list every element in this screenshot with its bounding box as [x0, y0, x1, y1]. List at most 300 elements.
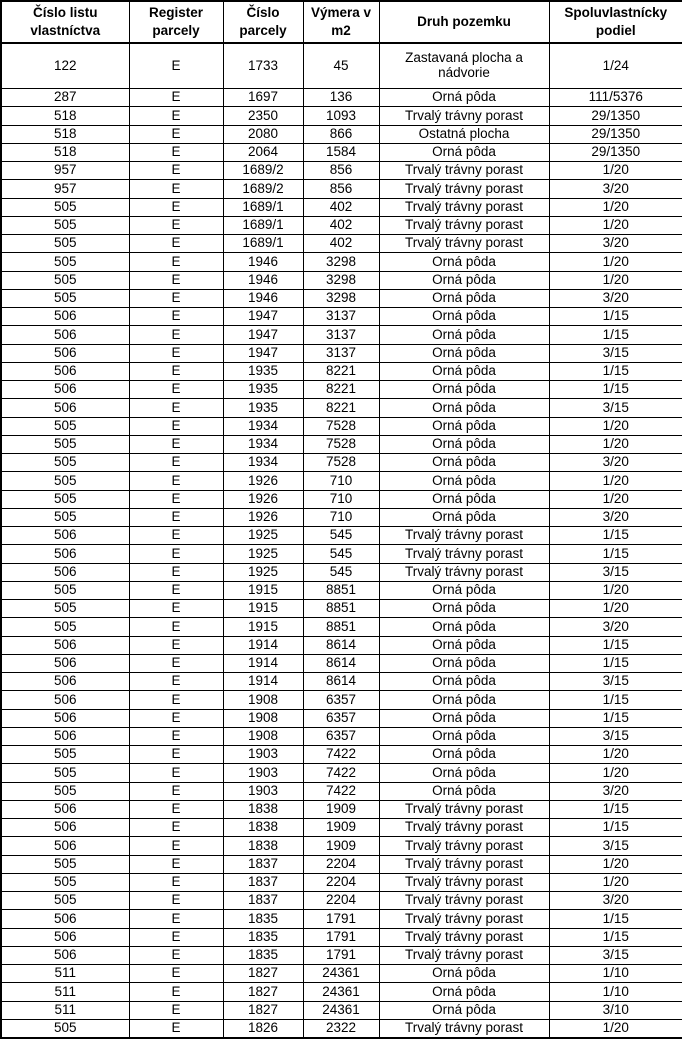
cell-cislo-listu-vlastnictva: 505 [1, 1019, 129, 1038]
cell-cislo-listu-vlastnictva: 506 [1, 928, 129, 946]
cell-cislo-parcely: 1935 [223, 399, 303, 417]
column-header-cislo-listu-vlastnictva: Číslo listu vlastníctva [1, 1, 129, 43]
cell-register-parcely: E [129, 381, 223, 399]
cell-register-parcely: E [129, 727, 223, 745]
table-row [1, 819, 682, 837]
table-row [1, 125, 682, 143]
cell-cislo-parcely: 1925 [223, 563, 303, 581]
cell-spoluvlastnicky-podiel: 29/1350 [549, 107, 682, 125]
table-row [1, 892, 682, 910]
cell-druh-pozemku: Orná pôda [379, 618, 549, 636]
cell-spoluvlastnicky-podiel: 1/15 [549, 709, 682, 727]
cell-cislo-parcely: 1837 [223, 855, 303, 873]
cell-cislo-listu-vlastnictva: 122 [1, 43, 129, 89]
cell-druh-pozemku: Trvalý trávny porast [379, 855, 549, 873]
cell-vymera-m2: 3137 [303, 344, 379, 362]
cell-cislo-listu-vlastnictva: 506 [1, 344, 129, 362]
cell-spoluvlastnicky-podiel: 3/15 [549, 563, 682, 581]
cell-cislo-listu-vlastnictva: 505 [1, 581, 129, 599]
cell-register-parcely: E [129, 454, 223, 472]
cell-spoluvlastnicky-podiel: 29/1350 [549, 143, 682, 161]
cell-cislo-listu-vlastnictva: 506 [1, 527, 129, 545]
cell-vymera-m2: 3298 [303, 253, 379, 271]
table-row [1, 43, 682, 89]
cell-spoluvlastnicky-podiel: 1/20 [549, 417, 682, 435]
table-row [1, 417, 682, 435]
cell-register-parcely: E [129, 198, 223, 216]
cell-vymera-m2: 545 [303, 563, 379, 581]
cell-spoluvlastnicky-podiel: 1/20 [549, 216, 682, 234]
cell-cislo-listu-vlastnictva: 505 [1, 782, 129, 800]
cell-cislo-listu-vlastnictva: 506 [1, 691, 129, 709]
table-row [1, 965, 682, 983]
cell-druh-pozemku: Trvalý trávny porast [379, 180, 549, 198]
cell-cislo-listu-vlastnictva: 505 [1, 764, 129, 782]
cell-druh-pozemku: Orná pôda [379, 746, 549, 764]
table-row [1, 1019, 682, 1038]
cell-spoluvlastnicky-podiel: 1/24 [549, 43, 682, 89]
table-row [1, 253, 682, 271]
cell-vymera-m2: 8614 [303, 654, 379, 672]
cell-vymera-m2: 545 [303, 545, 379, 563]
cell-druh-pozemku: Orná pôda [379, 89, 549, 107]
cell-druh-pozemku: Trvalý trávny porast [379, 527, 549, 545]
table-row [1, 910, 682, 928]
cell-cislo-parcely: 1835 [223, 946, 303, 964]
cell-spoluvlastnicky-podiel: 3/15 [549, 344, 682, 362]
cell-register-parcely: E [129, 162, 223, 180]
table-row [1, 727, 682, 745]
cell-register-parcely: E [129, 490, 223, 508]
cell-spoluvlastnicky-podiel: 3/20 [549, 289, 682, 307]
cell-spoluvlastnicky-podiel: 1/15 [549, 691, 682, 709]
cell-vymera-m2: 136 [303, 89, 379, 107]
cell-cislo-parcely: 1934 [223, 417, 303, 435]
table-row [1, 289, 682, 307]
table-row [1, 235, 682, 253]
table-row [1, 381, 682, 399]
cell-cislo-listu-vlastnictva: 957 [1, 162, 129, 180]
cell-spoluvlastnicky-podiel: 1/15 [549, 308, 682, 326]
cell-cislo-parcely: 1947 [223, 344, 303, 362]
cell-spoluvlastnicky-podiel: 1/15 [549, 910, 682, 928]
cell-spoluvlastnicky-podiel: 1/15 [549, 527, 682, 545]
table-row [1, 545, 682, 563]
cell-cislo-listu-vlastnictva: 505 [1, 271, 129, 289]
cell-spoluvlastnicky-podiel: 1/20 [549, 162, 682, 180]
cell-vymera-m2: 8851 [303, 600, 379, 618]
cell-spoluvlastnicky-podiel: 1/15 [549, 636, 682, 654]
cell-spoluvlastnicky-podiel: 1/20 [549, 472, 682, 490]
cell-druh-pozemku: Zastavaná plocha a nádvorie [379, 43, 549, 89]
cell-vymera-m2: 1909 [303, 837, 379, 855]
cell-cislo-listu-vlastnictva: 287 [1, 89, 129, 107]
cell-cislo-listu-vlastnictva: 505 [1, 618, 129, 636]
cell-vymera-m2: 402 [303, 198, 379, 216]
cell-cislo-listu-vlastnictva: 505 [1, 873, 129, 891]
cell-register-parcely: E [129, 125, 223, 143]
cell-vymera-m2: 1584 [303, 143, 379, 161]
cell-cislo-parcely: 1946 [223, 271, 303, 289]
cell-cislo-listu-vlastnictva: 506 [1, 727, 129, 745]
cell-cislo-parcely: 1838 [223, 800, 303, 818]
cell-cislo-parcely: 1914 [223, 673, 303, 691]
cell-vymera-m2: 45 [303, 43, 379, 89]
cell-druh-pozemku: Orná pôda [379, 654, 549, 672]
cell-register-parcely: E [129, 344, 223, 362]
cell-cislo-listu-vlastnictva: 505 [1, 508, 129, 526]
cell-druh-pozemku: Trvalý trávny porast [379, 1019, 549, 1038]
table-row [1, 673, 682, 691]
table-row [1, 344, 682, 362]
cell-cislo-listu-vlastnictva: 506 [1, 326, 129, 344]
cell-vymera-m2: 7528 [303, 417, 379, 435]
table-row [1, 362, 682, 380]
cell-vymera-m2: 710 [303, 490, 379, 508]
cell-cislo-parcely: 1838 [223, 837, 303, 855]
cell-cislo-parcely: 1935 [223, 362, 303, 380]
cell-register-parcely: E [129, 180, 223, 198]
table-row [1, 873, 682, 891]
column-header-register-parcely: Register parcely [129, 1, 223, 43]
cell-spoluvlastnicky-podiel: 1/15 [549, 654, 682, 672]
cell-druh-pozemku: Trvalý trávny porast [379, 216, 549, 234]
cell-cislo-listu-vlastnictva: 505 [1, 454, 129, 472]
cell-vymera-m2: 856 [303, 162, 379, 180]
cell-cislo-parcely: 1827 [223, 983, 303, 1001]
cell-druh-pozemku: Orná pôda [379, 326, 549, 344]
cell-spoluvlastnicky-podiel: 1/20 [549, 746, 682, 764]
cell-druh-pozemku: Orná pôda [379, 727, 549, 745]
cell-cislo-parcely: 1934 [223, 454, 303, 472]
cell-register-parcely: E [129, 600, 223, 618]
cell-cislo-listu-vlastnictva: 505 [1, 600, 129, 618]
cell-druh-pozemku: Orná pôda [379, 983, 549, 1001]
cell-cislo-listu-vlastnictva: 505 [1, 417, 129, 435]
cell-druh-pozemku: Orná pôda [379, 399, 549, 417]
cell-druh-pozemku: Orná pôda [379, 709, 549, 727]
cell-druh-pozemku: Orná pôda [379, 581, 549, 599]
table-row [1, 581, 682, 599]
cell-cislo-listu-vlastnictva: 518 [1, 107, 129, 125]
cell-register-parcely: E [129, 253, 223, 271]
cell-druh-pozemku: Ostatná plocha [379, 125, 549, 143]
cell-cislo-parcely: 1827 [223, 1001, 303, 1019]
cell-spoluvlastnicky-podiel: 1/20 [549, 764, 682, 782]
cell-cislo-listu-vlastnictva: 505 [1, 216, 129, 234]
cell-vymera-m2: 8221 [303, 399, 379, 417]
cell-cislo-listu-vlastnictva: 506 [1, 636, 129, 654]
cell-register-parcely: E [129, 235, 223, 253]
cell-cislo-listu-vlastnictva: 506 [1, 654, 129, 672]
cell-cislo-parcely: 1947 [223, 326, 303, 344]
cell-spoluvlastnicky-podiel: 1/20 [549, 490, 682, 508]
cell-vymera-m2: 7528 [303, 454, 379, 472]
cell-druh-pozemku: Orná pôda [379, 673, 549, 691]
table-row [1, 946, 682, 964]
cell-cislo-parcely: 1733 [223, 43, 303, 89]
cell-cislo-listu-vlastnictva: 957 [1, 180, 129, 198]
cell-register-parcely: E [129, 1019, 223, 1038]
cell-cislo-listu-vlastnictva: 505 [1, 490, 129, 508]
cell-vymera-m2: 7528 [303, 435, 379, 453]
cell-register-parcely: E [129, 965, 223, 983]
cell-register-parcely: E [129, 928, 223, 946]
cell-vymera-m2: 1909 [303, 819, 379, 837]
cell-spoluvlastnicky-podiel: 1/20 [549, 435, 682, 453]
cell-druh-pozemku: Trvalý trávny porast [379, 800, 549, 818]
cell-vymera-m2: 7422 [303, 764, 379, 782]
cell-cislo-listu-vlastnictva: 506 [1, 308, 129, 326]
table-row [1, 746, 682, 764]
cell-register-parcely: E [129, 545, 223, 563]
cell-druh-pozemku: Orná pôda [379, 143, 549, 161]
cell-spoluvlastnicky-podiel: 3/15 [549, 837, 682, 855]
cell-cislo-parcely: 1925 [223, 545, 303, 563]
cell-cislo-parcely: 1689/1 [223, 198, 303, 216]
cell-spoluvlastnicky-podiel: 3/15 [549, 727, 682, 745]
cell-druh-pozemku: Trvalý trávny porast [379, 928, 549, 946]
cell-cislo-parcely: 1827 [223, 965, 303, 983]
cell-vymera-m2: 402 [303, 216, 379, 234]
cell-cislo-listu-vlastnictva: 505 [1, 892, 129, 910]
cell-cislo-parcely: 2064 [223, 143, 303, 161]
cell-cislo-listu-vlastnictva: 506 [1, 946, 129, 964]
cell-spoluvlastnicky-podiel: 1/20 [549, 581, 682, 599]
cell-cislo-parcely: 1837 [223, 892, 303, 910]
cell-spoluvlastnicky-podiel: 1/15 [549, 545, 682, 563]
cell-cislo-parcely: 1926 [223, 472, 303, 490]
table-row [1, 143, 682, 161]
cell-vymera-m2: 8221 [303, 381, 379, 399]
table-row [1, 271, 682, 289]
table-body [1, 43, 682, 1038]
cell-druh-pozemku: Trvalý trávny porast [379, 837, 549, 855]
cell-spoluvlastnicky-podiel: 1/20 [549, 253, 682, 271]
cell-cislo-parcely: 1908 [223, 709, 303, 727]
cell-cislo-parcely: 1908 [223, 691, 303, 709]
cell-vymera-m2: 710 [303, 508, 379, 526]
cell-cislo-listu-vlastnictva: 505 [1, 855, 129, 873]
table-row [1, 654, 682, 672]
cell-register-parcely: E [129, 43, 223, 89]
cell-register-parcely: E [129, 782, 223, 800]
column-header-spoluvlastnicky-podiel: Spoluvlastnícky podiel [549, 1, 682, 43]
cell-vymera-m2: 1791 [303, 946, 379, 964]
cell-register-parcely: E [129, 271, 223, 289]
table-row [1, 837, 682, 855]
cell-cislo-parcely: 1946 [223, 253, 303, 271]
cell-spoluvlastnicky-podiel: 3/20 [549, 454, 682, 472]
cell-cislo-listu-vlastnictva: 506 [1, 673, 129, 691]
cell-register-parcely: E [129, 508, 223, 526]
cell-spoluvlastnicky-podiel: 1/15 [549, 381, 682, 399]
cell-cislo-parcely: 1826 [223, 1019, 303, 1038]
cell-register-parcely: E [129, 435, 223, 453]
cell-register-parcely: E [129, 216, 223, 234]
cell-cislo-parcely: 1926 [223, 508, 303, 526]
cell-spoluvlastnicky-podiel: 1/10 [549, 983, 682, 1001]
cell-register-parcely: E [129, 819, 223, 837]
cell-register-parcely: E [129, 873, 223, 891]
cell-vymera-m2: 24361 [303, 965, 379, 983]
cell-cislo-parcely: 1689/1 [223, 235, 303, 253]
cell-druh-pozemku: Orná pôda [379, 782, 549, 800]
cell-druh-pozemku: Orná pôda [379, 381, 549, 399]
cell-cislo-listu-vlastnictva: 505 [1, 746, 129, 764]
cell-cislo-parcely: 1837 [223, 873, 303, 891]
cell-cislo-listu-vlastnictva: 506 [1, 910, 129, 928]
cell-druh-pozemku: Trvalý trávny porast [379, 946, 549, 964]
cell-druh-pozemku: Orná pôda [379, 1001, 549, 1019]
cell-vymera-m2: 8221 [303, 362, 379, 380]
cell-register-parcely: E [129, 764, 223, 782]
cell-register-parcely: E [129, 107, 223, 125]
table-row [1, 454, 682, 472]
cell-register-parcely: E [129, 362, 223, 380]
cell-vymera-m2: 1791 [303, 928, 379, 946]
cell-druh-pozemku: Orná pôda [379, 600, 549, 618]
table-row [1, 709, 682, 727]
cell-spoluvlastnicky-podiel: 3/20 [549, 508, 682, 526]
header-row [1, 1, 682, 43]
cell-register-parcely: E [129, 673, 223, 691]
cell-druh-pozemku: Orná pôda [379, 691, 549, 709]
cell-cislo-parcely: 1689/1 [223, 216, 303, 234]
cell-cislo-parcely: 1915 [223, 618, 303, 636]
table-row [1, 89, 682, 107]
cell-register-parcely: E [129, 143, 223, 161]
cell-druh-pozemku: Orná pôda [379, 490, 549, 508]
cell-vymera-m2: 402 [303, 235, 379, 253]
cell-cislo-listu-vlastnictva: 505 [1, 235, 129, 253]
column-header-cislo-parcely: Číslo parcely [223, 1, 303, 43]
cell-cislo-listu-vlastnictva: 518 [1, 143, 129, 161]
cell-vymera-m2: 710 [303, 472, 379, 490]
cell-cislo-parcely: 1947 [223, 308, 303, 326]
cell-cislo-listu-vlastnictva: 505 [1, 435, 129, 453]
cell-spoluvlastnicky-podiel: 1/10 [549, 965, 682, 983]
cell-register-parcely: E [129, 837, 223, 855]
cell-vymera-m2: 6357 [303, 709, 379, 727]
cell-spoluvlastnicky-podiel: 3/15 [549, 673, 682, 691]
cell-vymera-m2: 1093 [303, 107, 379, 125]
cell-druh-pozemku: Orná pôda [379, 289, 549, 307]
cell-cislo-parcely: 1914 [223, 654, 303, 672]
cell-register-parcely: E [129, 983, 223, 1001]
cell-druh-pozemku: Trvalý trávny porast [379, 107, 549, 125]
cell-register-parcely: E [129, 636, 223, 654]
cell-cislo-parcely: 1946 [223, 289, 303, 307]
cell-vymera-m2: 8614 [303, 636, 379, 654]
cell-spoluvlastnicky-podiel: 3/15 [549, 946, 682, 964]
cell-vymera-m2: 7422 [303, 746, 379, 764]
cell-register-parcely: E [129, 399, 223, 417]
cell-vymera-m2: 1909 [303, 800, 379, 818]
cell-druh-pozemku: Trvalý trávny porast [379, 563, 549, 581]
cell-vymera-m2: 6357 [303, 691, 379, 709]
cell-cislo-listu-vlastnictva: 506 [1, 545, 129, 563]
cell-cislo-listu-vlastnictva: 506 [1, 709, 129, 727]
cell-cislo-parcely: 1835 [223, 910, 303, 928]
cell-vymera-m2: 856 [303, 180, 379, 198]
cell-cislo-parcely: 1935 [223, 381, 303, 399]
cell-cislo-parcely: 1925 [223, 527, 303, 545]
table-row [1, 636, 682, 654]
cell-vymera-m2: 8851 [303, 618, 379, 636]
table-row [1, 198, 682, 216]
cell-register-parcely: E [129, 691, 223, 709]
table-row [1, 490, 682, 508]
column-header-vymera-m2: Výmera v m2 [303, 1, 379, 43]
cell-cislo-parcely: 1903 [223, 764, 303, 782]
cell-register-parcely: E [129, 800, 223, 818]
cell-register-parcely: E [129, 1001, 223, 1019]
cell-druh-pozemku: Trvalý trávny porast [379, 819, 549, 837]
cell-spoluvlastnicky-podiel: 3/20 [549, 235, 682, 253]
cell-spoluvlastnicky-podiel: 3/15 [549, 399, 682, 417]
cell-cislo-listu-vlastnictva: 505 [1, 198, 129, 216]
cell-cislo-parcely: 1908 [223, 727, 303, 745]
cell-druh-pozemku: Orná pôda [379, 764, 549, 782]
cell-druh-pozemku: Orná pôda [379, 344, 549, 362]
cell-spoluvlastnicky-podiel: 1/20 [549, 271, 682, 289]
cell-druh-pozemku: Trvalý trávny porast [379, 162, 549, 180]
table-row [1, 527, 682, 545]
cell-cislo-parcely: 1926 [223, 490, 303, 508]
cell-cislo-listu-vlastnictva: 505 [1, 253, 129, 271]
cell-register-parcely: E [129, 654, 223, 672]
cell-register-parcely: E [129, 417, 223, 435]
cell-spoluvlastnicky-podiel: 1/15 [549, 800, 682, 818]
cell-cislo-listu-vlastnictva: 505 [1, 289, 129, 307]
cell-cislo-parcely: 2350 [223, 107, 303, 125]
cell-druh-pozemku: Trvalý trávny porast [379, 892, 549, 910]
table-row [1, 782, 682, 800]
cell-cislo-listu-vlastnictva: 511 [1, 1001, 129, 1019]
cell-druh-pozemku: Trvalý trávny porast [379, 235, 549, 253]
cell-spoluvlastnicky-podiel: 1/15 [549, 326, 682, 344]
cell-spoluvlastnicky-podiel: 1/20 [549, 855, 682, 873]
cell-cislo-parcely: 1915 [223, 581, 303, 599]
cell-vymera-m2: 7422 [303, 782, 379, 800]
cell-druh-pozemku: Orná pôda [379, 454, 549, 472]
cell-druh-pozemku: Trvalý trávny porast [379, 545, 549, 563]
cell-register-parcely: E [129, 308, 223, 326]
cell-spoluvlastnicky-podiel: 1/20 [549, 600, 682, 618]
table-row [1, 855, 682, 873]
table-row [1, 983, 682, 1001]
cell-spoluvlastnicky-podiel: 3/20 [549, 618, 682, 636]
cell-register-parcely: E [129, 472, 223, 490]
table-row [1, 618, 682, 636]
cell-vymera-m2: 24361 [303, 1001, 379, 1019]
table-row [1, 928, 682, 946]
cell-register-parcely: E [129, 892, 223, 910]
cell-spoluvlastnicky-podiel: 29/1350 [549, 125, 682, 143]
cell-druh-pozemku: Trvalý trávny porast [379, 910, 549, 928]
cell-spoluvlastnicky-podiel: 1/20 [549, 198, 682, 216]
table-row [1, 180, 682, 198]
table-row [1, 435, 682, 453]
table-row [1, 216, 682, 234]
cell-cislo-listu-vlastnictva: 506 [1, 819, 129, 837]
cell-druh-pozemku: Orná pôda [379, 435, 549, 453]
cell-druh-pozemku: Trvalý trávny porast [379, 198, 549, 216]
cell-register-parcely: E [129, 89, 223, 107]
cell-cislo-listu-vlastnictva: 506 [1, 399, 129, 417]
table-row [1, 508, 682, 526]
